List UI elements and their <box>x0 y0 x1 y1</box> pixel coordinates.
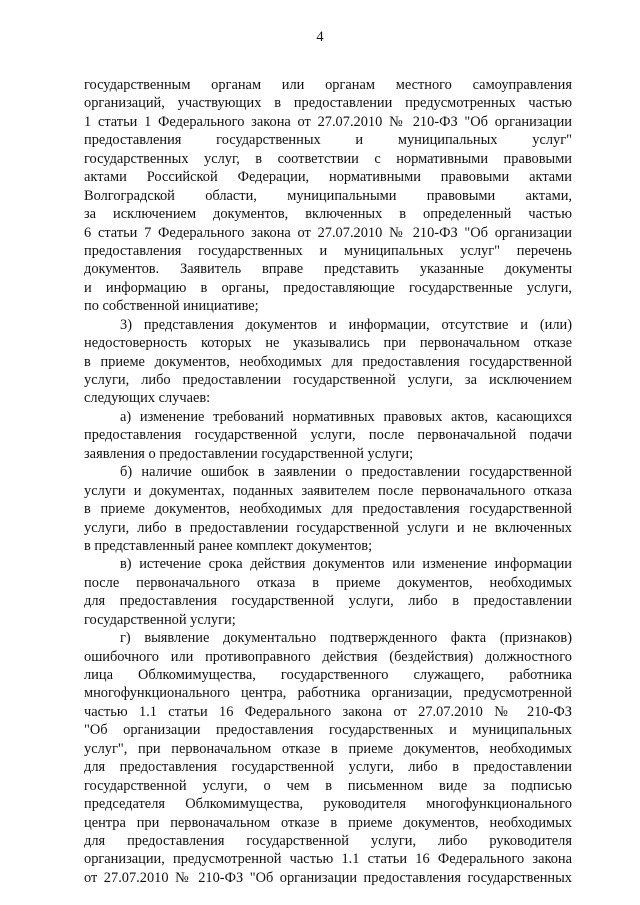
text-line: по собственной инициативе; <box>84 298 259 315</box>
text-line: услуг", при первоначальном отказе в приеме документов, необходимых <box>84 740 572 757</box>
text-line: государственных услуг, в соответствии с нормативными правовыми <box>84 150 572 167</box>
text-line: в представленный ранее комплект документов; <box>84 537 373 554</box>
text-line: организаций, участвующих в предоставлении предусмотренных частью <box>84 95 572 112</box>
text-line: услуги и документах, поданных заявителем после первоначального отказа <box>84 482 572 499</box>
text-line: центра при первоначальном отказе в приеме документов, необходимых <box>84 814 572 831</box>
text-line: 6 статьи 7 Федерального закона от 27.07.2010 № 210-ФЗ "Об организации <box>84 224 572 241</box>
text-line: предоставления государственных и муниципальных услуг" <box>84 132 572 149</box>
text-line: от 27.07.2010 № 210-ФЗ "Об организации предоставления государственных <box>84 869 572 886</box>
text-line: государственной услуги; <box>84 611 236 628</box>
text-line: многофункционального центра, работника организации, предусмотренной <box>84 685 572 702</box>
text-line: предоставления государственных и муниципальных услуг" перечень <box>84 242 572 259</box>
text-line: 3) представления документов и информации, отсутствие и (или) <box>120 316 572 333</box>
text-line: актами Российской Федерации, нормативными правовыми актами <box>84 169 572 186</box>
text-line: для предоставления государственной услуги, либо в предоставлении <box>84 593 572 610</box>
text-line: б) наличие ошибок в заявлении о предоставлении государственной <box>120 464 572 481</box>
text-line: для предоставления государственной услуги, либо в предоставлении <box>84 759 572 776</box>
text-line: после первоначального отказа в приеме документов, необходимых <box>84 574 572 591</box>
text-line: а) изменение требований нормативных правовых актов, касающихся <box>120 408 572 425</box>
text-line: и информацию в органы, предоставляющие государственные услуги, <box>84 279 572 296</box>
text-line: организации, предусмотренной частью 1.1 статьи 16 Федерального закона <box>84 851 572 868</box>
text-line: государственным органам или органам местного самоуправления <box>84 77 572 93</box>
text-line: следующих случаев: <box>84 390 211 407</box>
text-line: государственной услуги, о чем в письменном виде за подписью <box>84 777 572 794</box>
text-line: ошибочного или противоправного действия (бездействия) должностного <box>84 648 572 665</box>
text-line: в) истечение срока действия документов или изменение информации <box>120 556 572 573</box>
body-text <box>84 76 572 887</box>
text-line: за исключением документов, включенных в определенный частью <box>84 206 572 223</box>
text-line: услуги, либо в предоставлении государственной услуги и не включенных <box>84 519 572 536</box>
page-number: 4 <box>316 29 324 45</box>
text-line: 1 статьи 1 Федерального закона от 27.07.2010 № 210-ФЗ "Об организации <box>84 113 572 130</box>
text-line: Волгоградской области, муниципальными правовыми актами, <box>84 187 572 204</box>
text-line: председателя Облкомимущества, руководителя многофункционального <box>84 796 572 813</box>
text-line: частью 1.1 статьи 16 Федерального закона от 27.07.2010 № 210-ФЗ <box>84 703 572 720</box>
text-line: в приеме документов, необходимых для предоставления государственной <box>84 353 572 370</box>
text-line: документов. Заявитель вправе представить указанные документы <box>84 261 572 278</box>
text-line: "Об организации предоставления государственных и муниципальных <box>84 722 572 739</box>
text-line: услуги, либо предоставлении государственной услуги, за исключением <box>84 372 572 388</box>
text-line: для предоставления государственной услуги, либо руководителя <box>84 832 572 849</box>
text-line: заявления о предоставлении государственной услуги; <box>84 445 414 462</box>
text-line: недостоверность которых не указывались при первоначальном отказе <box>84 335 572 352</box>
text-line: лица Облкомимущества, государственного служащего, работника <box>84 667 572 683</box>
text-line: в приеме документов, необходимых для предоставления государственной <box>84 501 572 518</box>
text-line: предоставления государственной услуги, после первоначальной подачи <box>84 427 572 444</box>
text-line: г) выявление документально подтвержденного факта (признаков) <box>120 630 572 647</box>
